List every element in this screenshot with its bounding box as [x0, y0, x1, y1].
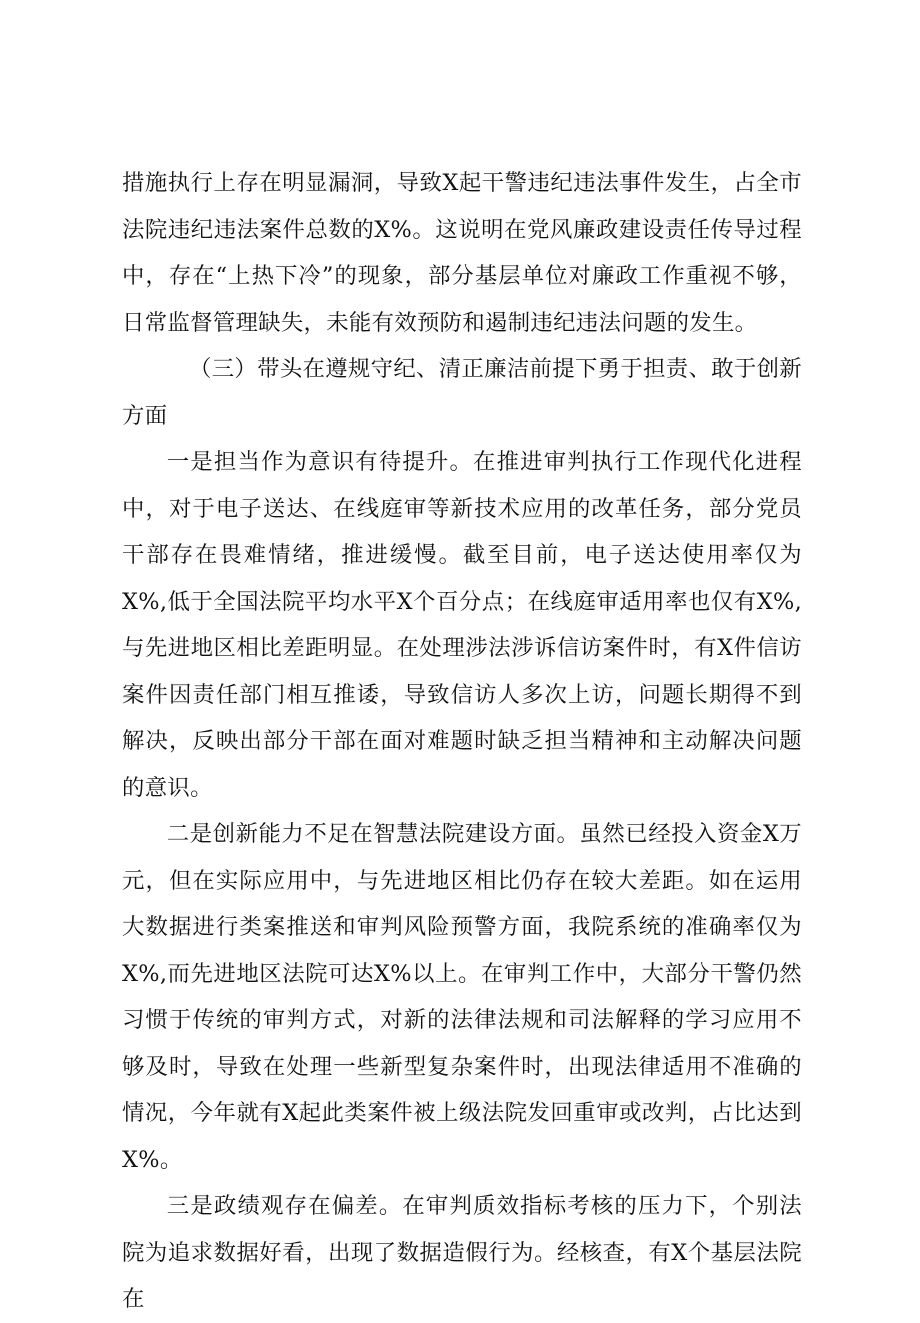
paragraph-performance-view: 三是政绩观存在偏差。在审判质效指标考核的压力下，个别法院为追求数据好看，出现了数据造假行为。经核查，有X个基层法院在 [122, 1193, 802, 1312]
document-body [122, 160, 802, 1323]
paragraph-continued: 措施执行上存在明显漏洞，导致X起干警违纪违法事件发生，占全市法院违纪违法案件总数的X%。这说明在党风廉政建设责任传导过程中，存在“上热下冷”的现象，部分基层单位对廉政工作重视不够，日常监督管理缺失，未能有效预防和遏制违纪违法问题的发生。 [122, 170, 802, 336]
paragraph-responsibility: 一是担当作为意识有待提升。在推进审判执行工作现代化进程中，对于电子送达、在线庭审等新技术应用的改革任务，部分党员干部存在畏难情绪，推进缓慢。截至目前，电子送达使用率仅为X%,低于全国法院平均水平X个百分点；在线庭审适用率也仅有X%,与先进地区相比差距明显。在处理涉法涉诉信访案件时，有X件信访案件因责任部门相互推诿，导致信访人多次上访，问题长期得不到解决，反映出部分干部在面对难题时缺乏担当精神和主动解决问题的意识。 [122, 449, 802, 801]
section-heading: （三）带头在遵规守纪、清正廉洁前提下勇于担责、敢于创新方面 [122, 356, 802, 429]
paragraph-innovation: 二是创新能力不足在智慧法院建设方面。虽然已经投入资金X万元，但在实际应用中，与先进地区相比仍存在较大差距。如在运用大数据进行类案推送和审判风险预警方面，我院系统的准确率仅为X%,而先进地区法院可达X%以上。在审判工作中，大部分干警仍然习惯于传统的审判方式，对新的法律法规和司法解释的学习应用不够及时，导致在处理一些新型复杂案件时，出现法律适用不准确的情况，今年就有X起此类案件被上级法院发回重审或改判，占比达到X%。 [122, 821, 802, 1173]
